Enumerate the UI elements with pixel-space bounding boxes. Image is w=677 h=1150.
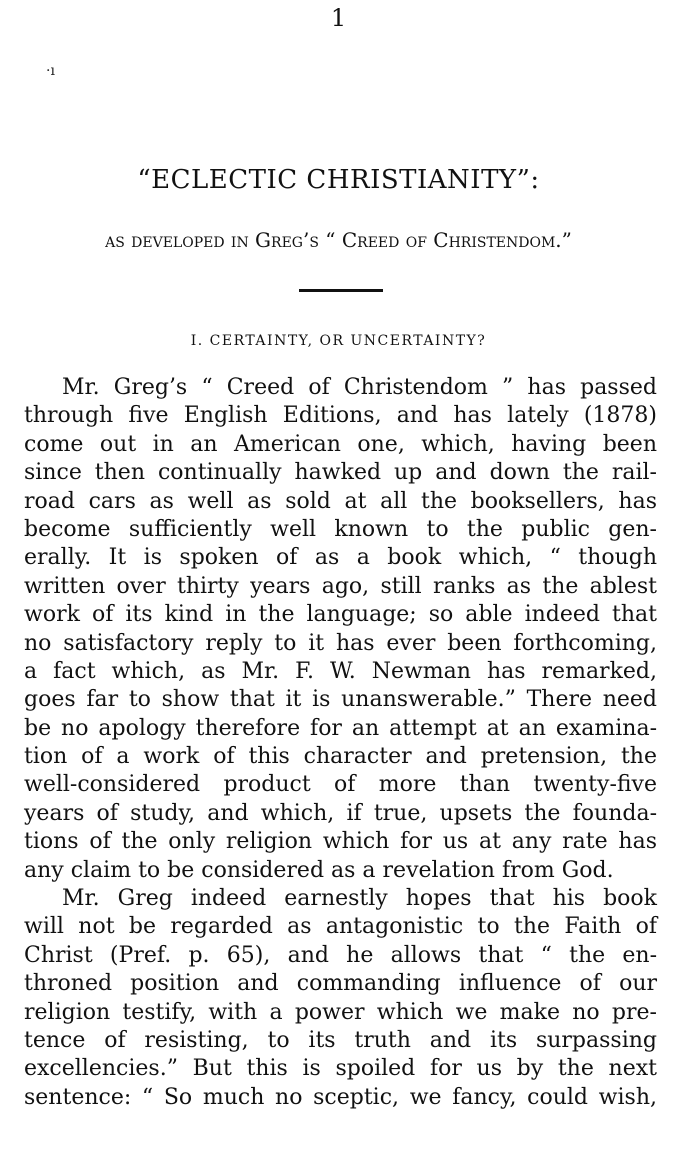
text-line: work of its kind in the language; so able indeed that [24,602,657,628]
text-line: throned position and commanding influence of our [24,971,657,997]
text-line: become sufficiently well known to the public gen- [24,516,657,542]
section-heading: I. CERTAINTY, OR UNCERTAINTY? [190,333,487,349]
text-line: tions of the only religion which for us at any rate has [24,829,657,855]
text-line: be no apology therefore for an attempt at an examina- [24,715,657,741]
text-line: Mr. Greg’s “ Creed of Christendom ” has passed [62,375,657,400]
text-line: through five English Editions, and has lately (1878) [24,403,657,429]
stray-print-mark: ·ı [46,63,55,79]
text-line: tence of resisting, to its truth and its surpassing [24,1027,657,1053]
text-line: since then continually hawked up and down the rail- [24,460,657,486]
text-line: written over thirty years ago, still ranks as the ablest [24,573,657,599]
text-line: any claim to be considered as a revelation from God. [24,857,614,883]
subtitle: as developed in Greg’s “ Creed of Christendom.” [105,228,572,252]
title-rule [299,289,383,292]
text-line: Christ (Pref. p. 65), and he allows that “ the en- [24,942,657,968]
body-text [24,374,657,1112]
text-line: road cars as well as sold at all the booksellers, has [24,488,657,514]
text-line: sentence: “ So much no sceptic, we fancy, could wish, [24,1084,657,1110]
main-title: “ECLECTIC CHRISTIANITY”: [137,165,540,195]
text-line: a fact which, as Mr. F. W. Newman has remarked, [24,658,657,684]
text-line: excellencies.” But this is spoiled for us by the next [24,1056,657,1082]
text-line: well-considered product of more than twenty-five [24,772,657,798]
text-line: tion of a work of this character and pretension, the [24,744,657,770]
text-line: Mr. Greg indeed earnestly hopes that his book [62,886,657,912]
text-line: will not be regarded as antagonistic to the Faith of [24,914,657,940]
page-number: 1 [330,4,347,32]
text-line: come out in an American one, which, having been [24,431,657,457]
text-line: religion testify, with a power which we make no pre- [24,999,657,1025]
text-line: no satisfactory reply to it has ever been forthcoming, [24,630,657,656]
text-line: goes far to show that it is unanswerable.” There need [24,687,657,713]
text-line: years of study, and which, if true, upsets the founda- [24,800,657,826]
text-line: erally. It is spoken of as a book which, “ though [24,545,657,571]
